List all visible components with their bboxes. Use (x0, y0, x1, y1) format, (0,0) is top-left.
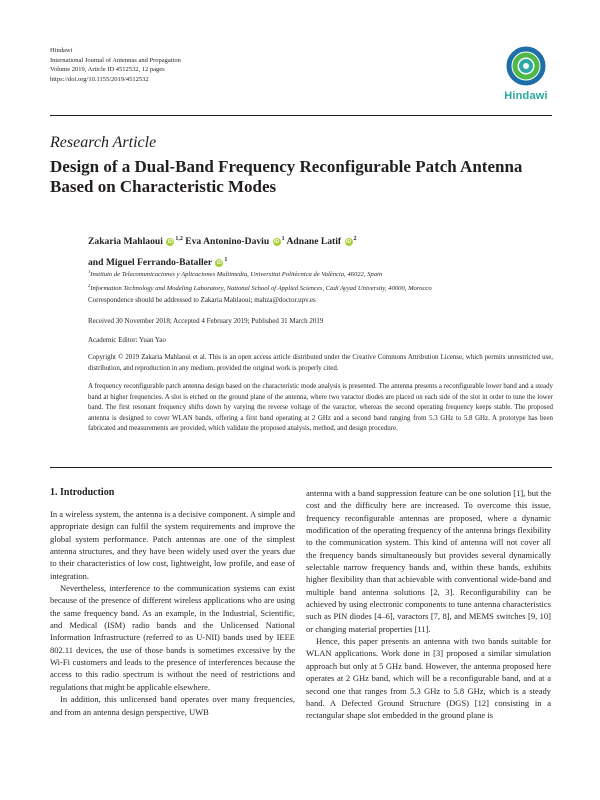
abstract-divider (50, 467, 552, 468)
abstract: A frequency reconfigurable patch antenna design based on the characteristic mode analysis is presented. The antenna presents a reconfigurable lower band and a steady band at higher frequencies. A slot is etched on the ground plane of the antenna, where two varactor diodes are placed on each side of the slot in order to tune the lower band. The first resonant frequency shifts down by varying the reverse voltage of the varactor, whereas the second operating frequency keeps stable. The proposed antenna is designed to cover WLAN bands, offering a first band operating at 2 GHz and a second band ranging from 5.3 GHz to 5.8 GHz. A prototype has been fabricated and measurements are provided, which validate the proposed analysis, method, and design procedure. (88, 383, 553, 433)
author-sup: 1 (281, 236, 285, 242)
author-sup: 2 (353, 236, 357, 242)
correspondence: Correspondence should be addressed to Zakaria Mahlaoui; mahza@doctor.upv.es (88, 296, 316, 304)
paragraph: In a wireless system, the antenna is a decisive component. A simple and appropriate design can fulfil the system requirements and improve the global system performance. Patch antennas are one of the simplest antenna structures, and they have been widely used over the years due to their characteristics of low cost, lightweight, low profile, and ease of integration. (50, 509, 295, 581)
author-sup: 1 (224, 257, 228, 264)
affiliations (88, 266, 558, 294)
doi-link[interactable]: https://doi.org/10.1155/2019/4512532 (50, 75, 149, 83)
header-divider (50, 115, 552, 116)
orcid-icon[interactable]: iD (216, 260, 222, 267)
journal-header (50, 46, 181, 84)
body-column-left (50, 508, 295, 718)
orcid-icon[interactable]: iD (167, 238, 173, 245)
article-title: Design of a Dual-Band Frequency Reconfigurable Patch Antenna Based on Characteristic Modes (50, 157, 523, 196)
orcid-icon[interactable]: iD (346, 238, 352, 245)
volume-info: Volume 2019, Article ID 4512532, 12 pages (50, 66, 165, 74)
copyright-notice: Copyright © 2019 Zakaria Mahlaoui et al. This is an open access article distributed under the Creative Commons Attribution License, which permits unrestricted use, distribution, and reproduction in any medium, provided the original work is properly cited. (88, 354, 553, 372)
paragraph: Hence, this paper presents an antenna with two bands suitable for WLAN applications. Work done in [3] proposed a similar simulation approach but only at 5 GHz band. However, the antenna proposed here operates at 2 GHz band, which will be a reconfigurable band, and at a second one that ranges from 5.3 GHz to 5.8 GHz, which is a steady band. A Defected Ground Structure (DGS) [12] consisting in a rectangular shape slot embedded in the ground plane is (306, 636, 551, 721)
affiliation-text: Information Technology and Modeling Laboratory, National School of Applied Sciences, Cadi Ayyad University, 40000, Morocco (90, 285, 432, 293)
section-heading: 1. Introduction (50, 487, 115, 498)
affiliation-item (88, 266, 558, 280)
article-dates: Received 30 November 2018; Accepted 4 February 2019; Published 31 March 2019 (88, 317, 324, 325)
article-type: Research Article (50, 134, 157, 151)
affiliation-item (88, 280, 558, 294)
paragraph: antenna with a band suppression feature can be one solution [1], but the cost and the difficulty here are increased. To overcome this issue, frequency reconfigurable antennas are proposed, where a dynamic modification of the operating frequency of the antenna brings flexibility to the communication system. This kind of antenna will not cover all the frequency bands simultaneously but provides several dynamically selectable narrow frequency bands and, within these bands, exhibits higher flexibility than that achievable with conventional wide-band and multiple band antenna solutions [2, 3]. Reconfigurability can be achieved by using electronic components to tune antenna characteristics such as PIN diodes [4–6], varactors [7, 8], and MEMS switches [9, 10] or changing material properties [11]. (306, 488, 551, 634)
author-name[interactable]: Eva Antonino-Daviu (185, 236, 270, 248)
orcid-icon[interactable]: iD (274, 238, 280, 245)
academic-editor: Academic Editor: Yuan Yao (88, 336, 166, 344)
logo-wordmark: Hindawi (504, 90, 548, 102)
paragraph: In addition, this unlicensed band operates over many frequencies, and from an antenna design perspective, UWB (50, 694, 295, 717)
author-name[interactable]: Zakaria Mahlaoui (88, 236, 163, 248)
publisher-name: Hindawi (50, 47, 73, 54)
affiliation-text: Instituto de Telecomunicaciones y Aplicaciones Multimedia, Universitat Politècnica de València, 46022, Spain (90, 271, 383, 279)
journal-name: International Journal of Antennas and Propagation (50, 56, 181, 64)
affiliation-sup: 2 (88, 283, 91, 289)
paragraph: Nevertheless, interference to the communication systems can exist because of the presence of different wireless applications who are using the same frequency band. As an example, in the Industrial, Scientific, and Medical (ISM) radio bands and the Unlicensed National Information Infrastructure (referred to as U-NII) bands used by IEEE 802.11 devices, the use of those bands is sometimes excessive by the Wi-Fi customers and leads to the presence of interferences because the access to this radio spectrum is without the need of restrictions and regulations that might be applicable elsewhere. (50, 583, 295, 692)
affiliation-sup: 1 (88, 269, 91, 274)
author-name[interactable]: and Miguel Ferrando-Bataller (88, 257, 212, 269)
body-column-right (306, 487, 551, 722)
author-name[interactable]: Adnane Latif (286, 236, 342, 248)
author-sup: 1,2 (175, 236, 183, 242)
hindawi-logo-icon (500, 44, 552, 88)
